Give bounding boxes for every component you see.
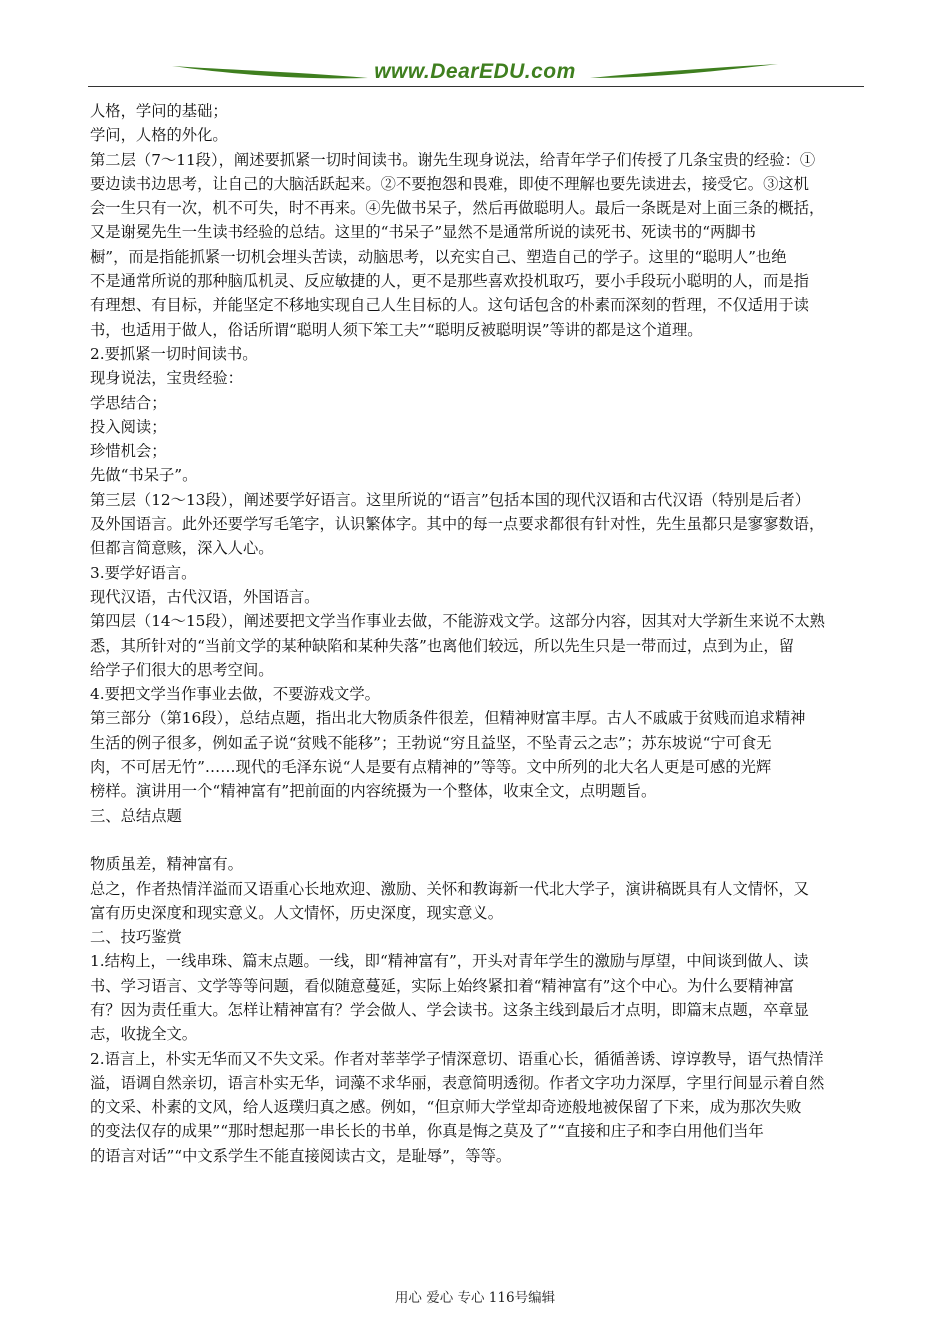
- text-line: 及外国语言。此外还要学写毛笔字，认识繁体字。其中的每一点要求都很有针对性，先生虽都只是寥寥数语，: [90, 515, 825, 534]
- text-line: 学思结合；: [90, 393, 167, 412]
- text-line: 溢，语调自然亲切，语言朴实无华，词藻不求华丽，表意简明透彻。作者文字功力深厚，字里行间显示着自然: [90, 1073, 825, 1092]
- text-line: 1.结构上，一线串珠、篇末点题。一线，即“精神富有”，开头对青年学生的激励与厚望，中间谈到做人、读: [90, 952, 809, 971]
- header-rule: [88, 86, 864, 87]
- text-line: 现代汉语，古代汉语，外国语言。: [90, 587, 320, 606]
- swoosh-left-icon: [170, 58, 370, 88]
- text-line: 的语言对话”“中文系学生不能直接阅读古文，是耻辱”，等等。: [90, 1146, 512, 1165]
- swoosh-right-icon: [590, 58, 780, 88]
- text-line: 但都言简意赅，深入人心。: [90, 539, 274, 558]
- text-line: 要边读书边思考，让自己的大脑活跃起来。②不要抱怨和畏难，即使不理解也要先读进去，接受它。③这机: [90, 174, 809, 193]
- text-line: 志，收拢全文。: [90, 1025, 198, 1044]
- text-line: 橱”，而是指能抓紧一切机会埋头苦读，动脑思考，以充实自己、塑造自己的学子。这里的“聪明人”也绝: [90, 247, 787, 266]
- page-footer: 用心 爱心 专心 116号编辑: [394, 1290, 556, 1306]
- text-line: 的文采、朴素的文风，给人返璞归真之感。例如，“但京师大学堂却奇迹般地被保留了下来，成为那次失败: [90, 1098, 802, 1117]
- text-line: 有理想、有目标，并能坚定不移地实现自己人生目标的人。这句话包含的朴素而深刻的哲理，不仅适用于读: [90, 296, 809, 315]
- text-line: 第四层（14～15段），阐述要把文学当作事业去做，不能游戏文学。这部分内容，因其对大学新生来说不太熟: [90, 612, 825, 631]
- site-logo[interactable]: www.DearEDU.com: [374, 60, 576, 83]
- blank-line: [90, 828, 866, 852]
- text-line: 榜样。演讲用一个“精神富有”把前面的内容统摄为一个整体，收束全文，点明题旨。: [90, 782, 657, 801]
- text-line: 学问，人格的外化。: [90, 126, 228, 145]
- text-line: 2.要抓紧一切时间读书。: [90, 344, 258, 363]
- text-line: 二、技巧鉴赏: [90, 928, 182, 947]
- text-line: 物质虽差，精神富有。: [90, 855, 243, 874]
- text-line: 不是通常所说的那种脑瓜机灵、反应敏捷的人，更不是那些喜欢投机取巧，要小手段玩小聪明的人，而是指: [90, 272, 809, 291]
- text-line: 书，也适用于做人，俗话所谓“聪明人须下笨工夫”“聪明反被聪明误”等讲的都是这个道理。: [90, 320, 703, 339]
- text-line: 生活的例子很多，例如孟子说“贫贱不能移”；王勃说“穷且益坚，不坠青云之志”；苏东坡说“宁可食无: [90, 733, 772, 752]
- text-line: 又是谢冕先生一生读书经验的总结。这里的“书呆子”显然不是通常所说的读死书、死读书的“两脚书: [90, 223, 756, 242]
- text-line: 总之，作者热情洋溢而又语重心长地欢迎、激励、关怀和教诲新一代北大学子，演讲稿既具有人文情怀，又: [90, 879, 809, 898]
- text-line: 2.语言上，朴实无华而又不失文采。作者对莘莘学子情深意切、语重心长，循循善诱、谆谆教导，语气热情洋: [90, 1049, 824, 1068]
- text-line: 现身说法，宝贵经验：: [90, 369, 243, 388]
- text-line: 第三部分（第16段），总结点题，指出北大物质条件很差，但精神财富丰厚。古人不戚戚于贫贱而追求精神: [90, 709, 806, 728]
- text-line: 的变法仅存的成果”“那时想起那一串长长的书单，你真是悔之莫及了”“直接和庄子和李白用他们当年: [90, 1122, 764, 1141]
- text-line: 三、总结点题: [90, 806, 182, 825]
- site-header: [170, 58, 780, 88]
- text-line: 珍惜机会；: [90, 442, 167, 461]
- text-line: 第三层（12～13段），阐述要学好语言。这里所说的“语言”包括本国的现代汉语和古代汉语（特别是后者）: [90, 490, 810, 509]
- text-line: 悉，其所针对的“当前文学的某种缺陷和某种失落”也离他们较远，所以先生只是一带而过，点到为止，留: [90, 636, 795, 655]
- text-line: 3.要学好语言。: [90, 563, 197, 582]
- text-line: 有？因为责任重大。怎样让精神富有？学会做人、学会读书。这条主线到最后才点明，即篇末点题，卒章显: [90, 1000, 809, 1019]
- text-line: 先做“书呆子”。: [90, 466, 198, 485]
- text-line: 投入阅读；: [90, 417, 167, 436]
- document-body: [90, 99, 866, 1168]
- text-line: 肉，不可居无竹”……现代的毛泽东说“人是要有点精神的”等等。文中所列的北大名人更是可感的光辉: [90, 758, 772, 777]
- text-line: 书、学习语言、文学等等问题，看似随意蔓延，实际上始终紧扣着“精神富有”这个中心。为什么要精神富: [90, 976, 795, 995]
- text-line: 人格，学问的基础；: [90, 102, 228, 120]
- text-line: 给学子们很大的思考空间。: [90, 660, 274, 679]
- text-line: 会一生只有一次，机不可失，时不再来。④先做书呆子，然后再做聪明人。最后一条既是对上面三条的概括，: [90, 199, 825, 218]
- text-line: 4.要把文学当作事业去做，不要游戏文学。: [90, 685, 380, 704]
- text-line: 富有历史深度和现实意义。人文情怀，历史深度，现实意义。: [90, 903, 504, 922]
- text-line: 第二层（7～11段），阐述要抓紧一切时间读书。谢先生现身说法，给青年学子们传授了几条宝贵的经验：①: [90, 150, 816, 169]
